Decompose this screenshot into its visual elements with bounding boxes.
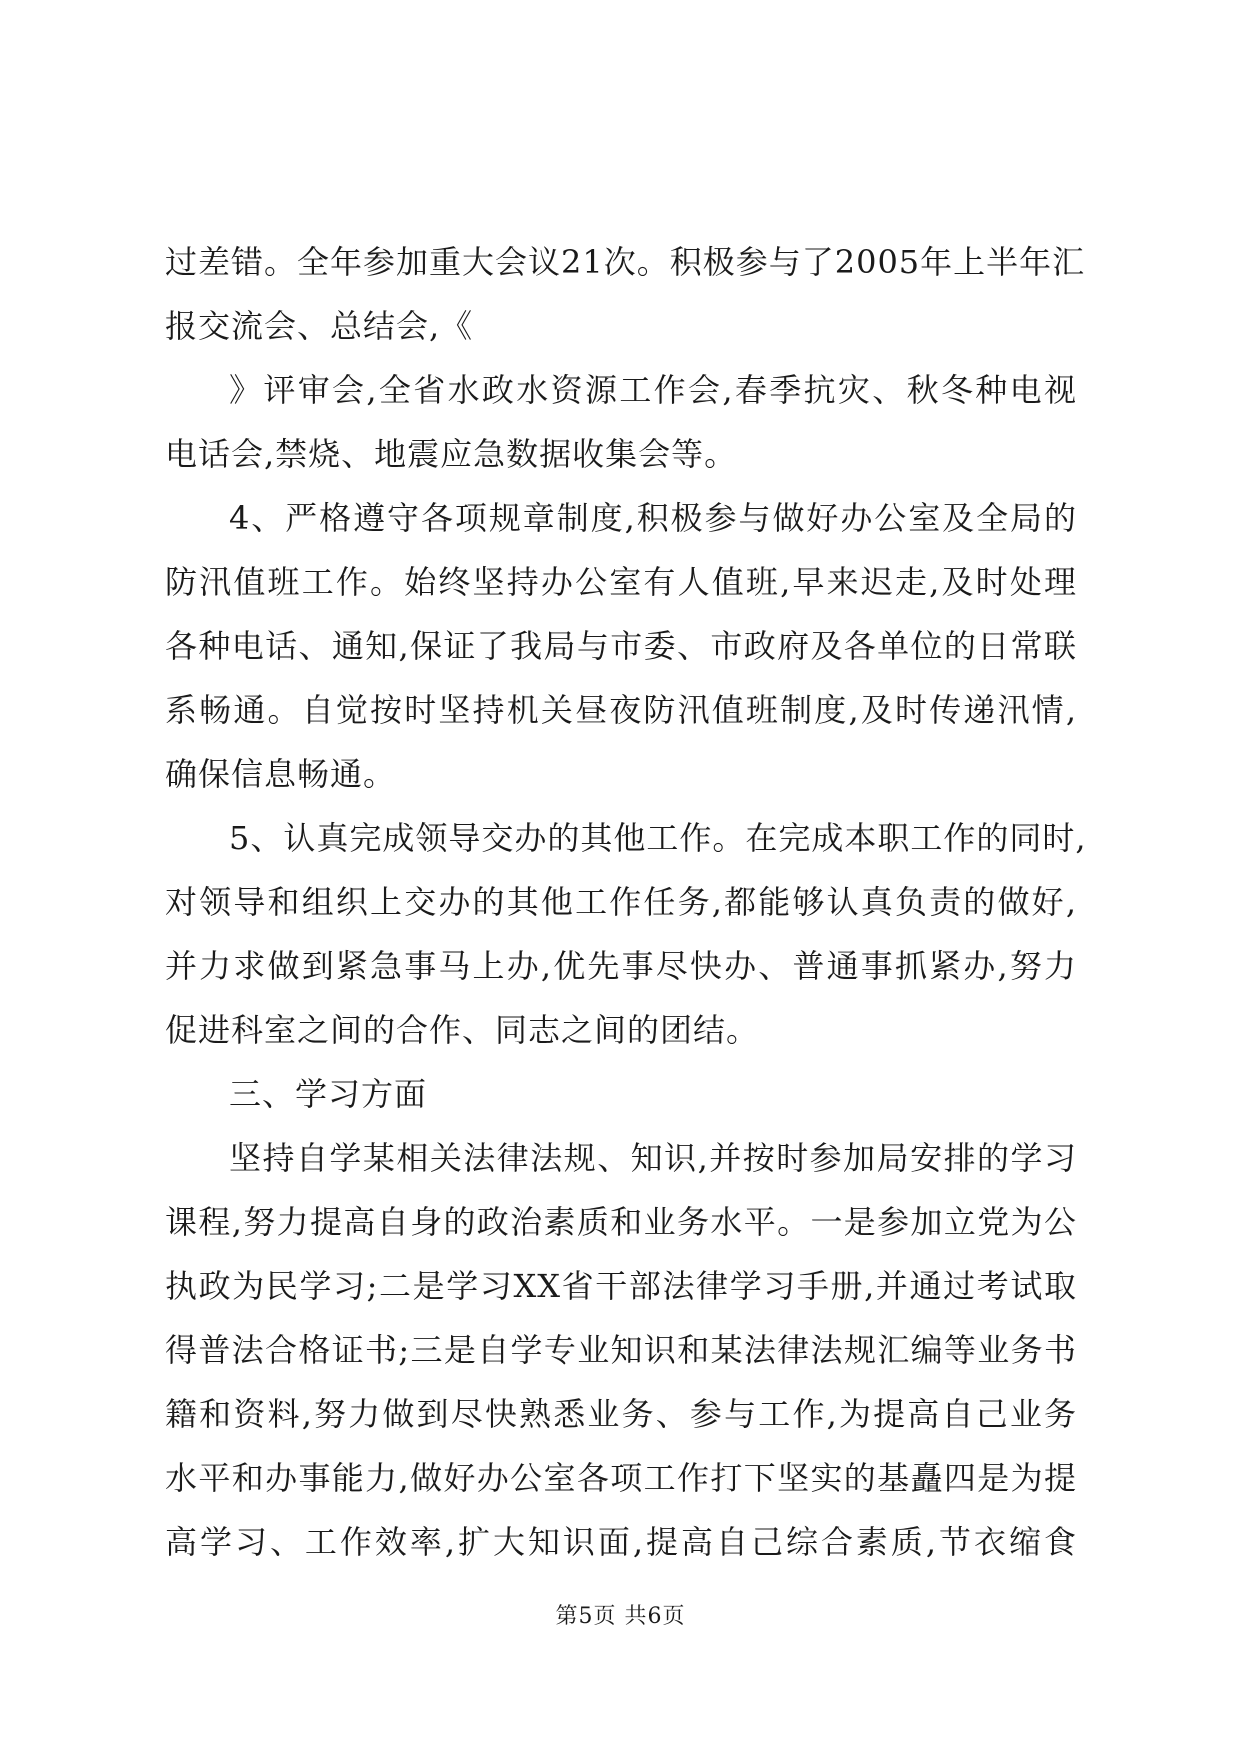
text-line: 各种电话、通知,保证了我局与市委、市政府及各单位的日常联 [165, 627, 1077, 665]
text-line: 籍和资料,努力做到尽快熟悉业务、参与工作,为提高自己业务 [165, 1395, 1077, 1433]
text-line: 高学习、工作效率,扩大知识面,提高自己综合素质,节衣缩食 [165, 1523, 1077, 1561]
text-line: 4、严格遵守各项规章制度,积极参与做好办公室及全局的 [229, 499, 1077, 537]
text-line: 报交流会、总结会,《 [165, 307, 474, 345]
text-line: 电话会,禁烧、地震应急数据收集会等。 [165, 435, 738, 473]
text-line: 坚持自学某相关法律法规、知识,并按时参加局安排的学习 [229, 1139, 1077, 1177]
text-line: 系畅通。自觉按时坚持机关昼夜防汛值班制度,及时传递汛情, [165, 691, 1077, 729]
text-line: 》评审会,全省水政水资源工作会,春季抗灾、秋冬种电视 [229, 371, 1077, 409]
text-line: 对领导和组织上交办的其他工作任务,都能够认真负责的做好, [165, 883, 1077, 921]
text-line: 水平和办事能力,做好办公室各项工作打下坚实的基矗四是为提 [165, 1459, 1077, 1497]
section-heading: 三、学习方面 [229, 1075, 428, 1113]
text-line: 过差错。全年参加重大会议21次。积极参与了2005年上半年汇 [165, 243, 1086, 281]
text-line: 并力求做到紧急事马上办,优先事尽快办、普通事抓紧办,努力 [165, 947, 1077, 985]
document-body [165, 230, 1087, 1574]
text-line: 确保信息畅通。 [165, 755, 397, 793]
text-line: 防汛值班工作。始终坚持办公室有人值班,早来迟走,及时处理 [165, 563, 1077, 601]
text-line: 促进科室之间的合作、同志之间的团结。 [165, 1011, 760, 1049]
page-number-footer: 第5页 共6页 [555, 1604, 686, 1629]
text-line: 5、认真完成领导交办的其他工作。在完成本职工作的同时, [229, 819, 1087, 857]
text-line: 课程,努力提高自身的政治素质和业务水平。一是参加立党为公 [165, 1203, 1077, 1241]
text-line: 执政为民学习;二是学习XX省干部法律学习手册,并通过考试取 [165, 1267, 1077, 1305]
text-line: 得普法合格证书;三是自学专业知识和某法律法规汇编等业务书 [165, 1331, 1077, 1369]
